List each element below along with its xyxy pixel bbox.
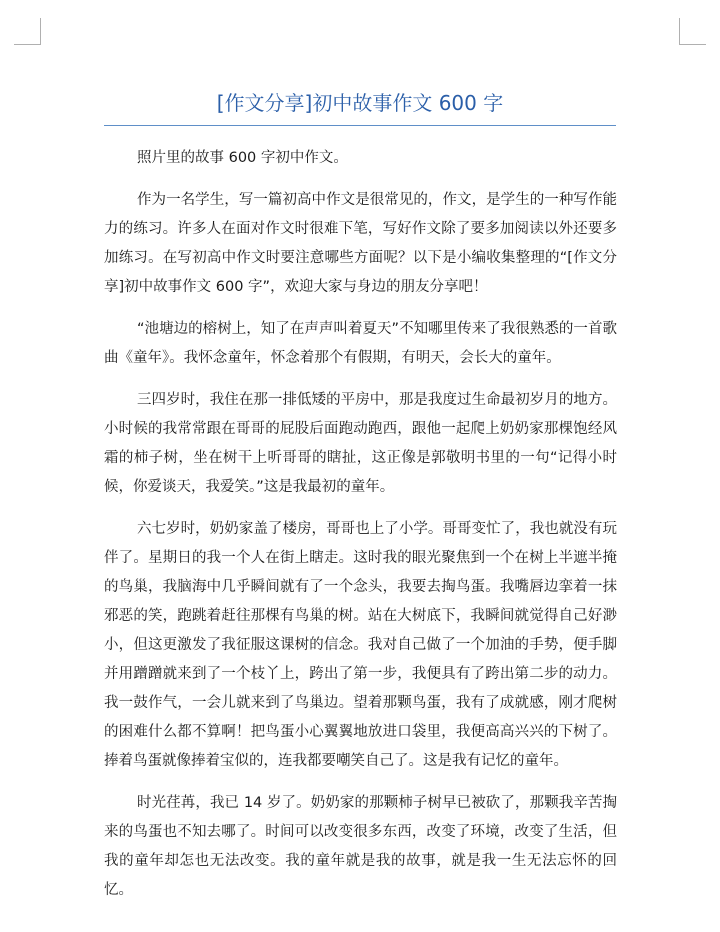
paragraph-4: 三四岁时，我住在那一排低矮的平房中，那是我度过生命最初岁月的地方。小时候的我常常跟在哥哥的屁股后面跑动跑西，跟他一起爬上奶奶家那棵饱经风霜的柿子树，坐在树干上听哥哥的瞎扯，这正像是郭敬明书里的一句“记得小时候，你爱谈天，我爱笑。”这是我最初的童年。 [104, 392, 617, 495]
paragraph-5: 六七岁时，奶奶家盖了楼房，哥哥也上了小学。哥哥变忙了，我也就没有玩伴了。星期日的我一个人在街上瞎走。这时我的眼光聚焦到一个在树上半遮半掩的鸟巢，我脑海中几乎瞬间就有了一个念头，我要去掏鸟蛋。我嘴唇边挛着一抹邪恶的笑，跑跳着赶往那棵有鸟巢的树。站在大树底下，我瞬间就觉得自己好渺小，但这更激发了我征服这课树的信念。我对自己做了一个加油的手势，便手脚并用蹭蹭就来到了一个枝丫上，跨出了第一步，我便具有了跨出第二步的动力。我一鼓作气，一会儿就来到了鸟巢边。望着那颗鸟蛋，我有了成就感，刚才爬树的困难什么都不算啊！把鸟蛋小心翼翼地放进口袋里，我便高高兴兴的下树了。捧着鸟蛋就像捧着宝似的，连我都要嘲笑自己了。这是我有记忆的童年。 [104, 521, 617, 769]
paragraph-6: 时光荏苒，我已 14 岁了。奶奶家的那颗柿子树早已被砍了，那颗我辛苦掏来的鸟蛋也不知去哪了。时间可以改变很多东西，改变了环境，改变了生活，但我的童年却怎也无法改变。我的童年就是我的故事，就是我一生无法忘怀的回忆。 [104, 795, 617, 898]
title-underline [104, 125, 616, 126]
paragraph-2: 作为一名学生，写一篇初高中作文是很常见的，作文，是学生的一种写作能力的练习。许多人在面对作文时很难下笔，写好作文除了要多加阅读以外还要多加练习。在写初高中作文时要注意哪些方面呢？以下是小编收集整理的“[作文分享]初中故事作文 600 字”，欢迎大家与身边的朋友分享吧！ [104, 192, 617, 295]
document-body [104, 144, 617, 918]
document-title: [作文分享]初中故事作文 600 字 [216, 91, 504, 115]
paragraph-3: “池塘边的榕树上，知了在声声叫着夏天”不知哪里传来了我很熟悉的一首歌曲《童年》。我怀念童年，怀念着那个有假期，有明天，会长大的童年。 [104, 321, 617, 366]
crop-mark-top-right [679, 18, 706, 45]
paragraph-1: 照片里的故事 600 字初中作文。 [137, 150, 348, 166]
crop-mark-top-left [14, 18, 41, 45]
